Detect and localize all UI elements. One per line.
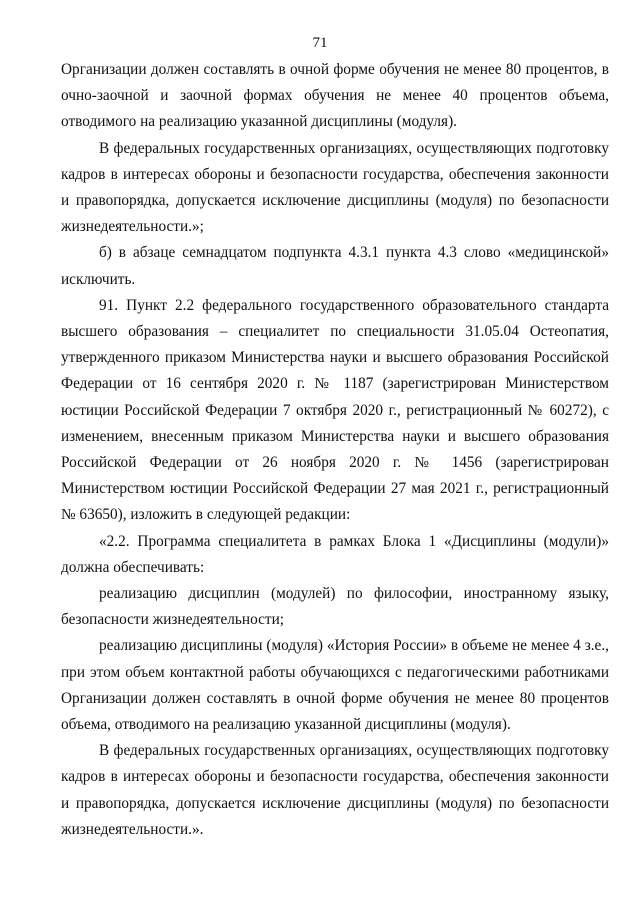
paragraph-item-91: 91. Пункт 2.2 федерального государственного образовательного стандарта высшего образования – специалитет по специальности 31.05.04 Остеопатия, утвержденного приказом Министерства науки и высшего образования Российской Федерации от 16 сентября 2020 г. № 1187 (зарегистрирован Министерством юстиции Российской Федерации 7 октября 2020 г., регистрационный № 60272), с изменением, внесенным приказом Министерства науки и высшего образования Российской Федерации от 26 ноября 2020 г. № 1456 (зарегистрирован Министерством юстиции Российской Федерации 27 мая 2021 г., регистрационный № 63650), изложить в следующей редакции: bbox=[61, 296, 609, 524]
paragraph-continuation: Организации должен составлять в очной форме обучения не менее 80 процентов, в очно-заочной и заочной формах обучения не менее 40 процентов объема, отводимого на реализацию указанной дисциплины (модуля). bbox=[61, 61, 609, 131]
document-body bbox=[61, 57, 609, 843]
paragraph: реализацию дисциплины (модуля) «История России» в объеме не менее 4 з.е., при этом объем контактной работы обучающихся с педагогическими работниками Организации должен составлять в очной форме обучения не менее 80 процентов объема, отводимого на реализацию указанной дисциплины (модуля). bbox=[61, 637, 609, 734]
paragraph: б) в абзаце семнадцатом подпункта 4.3.1 пункта 4.3 слово «медицинской» исключить. bbox=[61, 244, 609, 288]
paragraph: В федеральных государственных организациях, осуществляющих подготовку кадров в интересах обороны и безопасности государства, обеспечения законности и правопорядка, допускается исключение дисциплины (модуля) по безопасности жизнедеятельности.»; bbox=[61, 139, 609, 236]
page-number: 71 bbox=[312, 35, 328, 51]
paragraph: реализацию дисциплин (модулей) по философии, иностранному языку, безопасности жизнедеятельности; bbox=[61, 585, 609, 629]
paragraph: «2.2. Программа специалитета в рамках Блока 1 «Дисциплины (модули)» должна обеспечивать: bbox=[61, 532, 609, 576]
paragraph: В федеральных государственных организациях, осуществляющих подготовку кадров в интересах обороны и безопасности государства, обеспечения законности и правопорядка, допускается исключение дисциплины (модуля) по безопасности жизнедеятельности.». bbox=[61, 742, 609, 838]
